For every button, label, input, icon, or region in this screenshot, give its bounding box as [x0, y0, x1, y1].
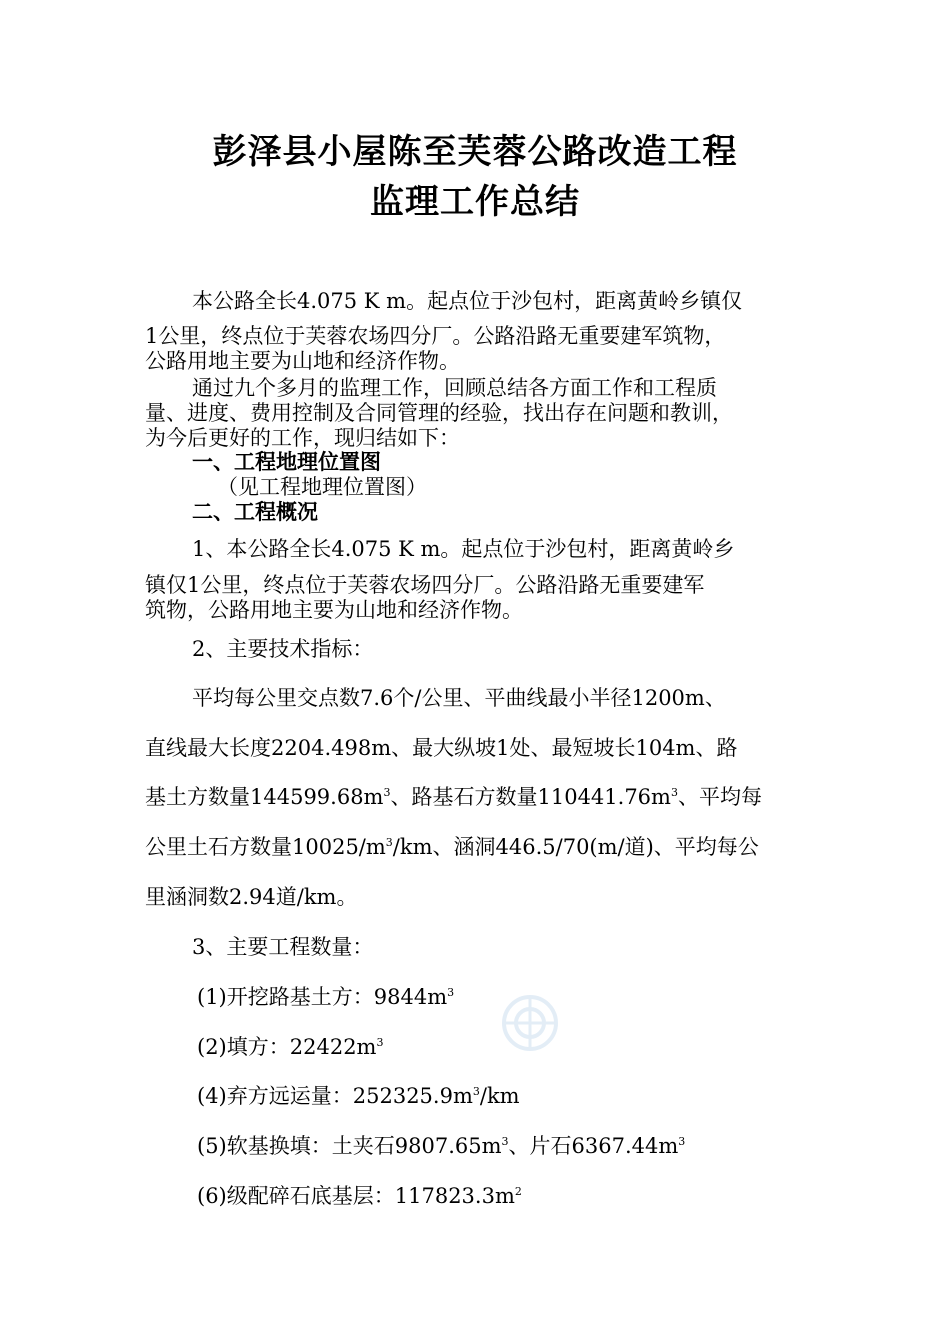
tech-line-4 [145, 834, 759, 860]
overview-line-2: 镇仅1公里，终点位于芙蓉农场四分厂。公路沿路无重要建军 [145, 573, 705, 597]
superscript-3: 3 [447, 986, 455, 999]
document-title-line-1: 彭泽县小屋陈至芙蓉公路改造工程 [212, 132, 738, 172]
intro-line-6: 为今后更好的工作，现归结如下： [145, 426, 460, 450]
quantity-item-6 [197, 1183, 522, 1209]
quantity-item-1-text: (1)开挖路基土方：9844m [197, 985, 448, 1009]
tech-line-5: 里涵洞数2.94道/km。 [145, 885, 358, 909]
superscript-3: 3 [472, 1085, 480, 1098]
section-2-heading: 二、工程概况 [192, 499, 318, 524]
quantity-item-2-text: (2)填方：22422m [197, 1035, 377, 1059]
tech-indicators-heading: 2、主要技术指标： [192, 637, 374, 661]
tech-line-3-part-a: 基土方数量144599.68m [145, 785, 384, 809]
superscript-3: 3 [501, 1135, 509, 1148]
tech-line-1: 平均每公里交点数7.6个/公里、平曲线最小半径1200m、 [192, 686, 726, 710]
tech-line-3-part-c: 、平均每 [677, 785, 762, 809]
intro-line-3: 公路用地主要为山地和经济作物。 [145, 349, 460, 373]
superscript-2: 2 [514, 1185, 522, 1198]
intro-line-1: 本公路全长4.075 K m。起点位于沙包村，距离黄岭乡镇仅 [192, 289, 743, 313]
quantities-heading: 3、主要工程数量： [192, 935, 374, 959]
quantity-item-4 [197, 1083, 520, 1109]
superscript-3: 3 [376, 1036, 384, 1049]
superscript-3: 3 [670, 786, 678, 799]
tech-line-3 [145, 784, 762, 810]
intro-line-4: 通过九个多月的监理工作，回顾总结各方面工作和工程质 [192, 376, 717, 400]
watermark-emblem-icon [500, 993, 560, 1053]
document-title-line-2: 监理工作总结 [370, 182, 580, 222]
quantity-item-2 [197, 1034, 383, 1060]
intro-line-2: 1公里，终点位于芙蓉农场四分厂。公路沿路无重要建军筑物， [145, 324, 726, 348]
overview-line-1: 1、本公路全长4.075 K m。起点位于沙包村，距离黄岭乡 [192, 537, 735, 561]
overview-line-3: 筑物，公路用地主要为山地和经济作物。 [145, 598, 523, 622]
tech-line-4-part-b: /km、涵洞446.5/70(m/道)、平均每公 [392, 835, 759, 859]
quantity-item-4-text: (4)弃方远运量：252325.9m [197, 1084, 473, 1108]
intro-line-5: 量、进度、费用控制及合同管理的经验，找出存在问题和教训， [145, 401, 733, 425]
tech-line-4-part-a: 公里土石方数量10025/m [145, 835, 386, 859]
quantity-item-1 [197, 984, 454, 1010]
section-1-note: （见工程地理位置图） [217, 475, 427, 499]
tech-line-3-part-b: 、路基石方数量110441.76m [390, 785, 671, 809]
quantity-item-5 [197, 1133, 685, 1159]
quantity-item-4-unit: /km [479, 1084, 520, 1108]
quantity-item-5-text-b: 、片石6367.44m [508, 1134, 679, 1158]
superscript-3: 3 [383, 786, 391, 799]
quantity-item-5-text-a: (5)软基换填：土夹石9807.65m [197, 1134, 502, 1158]
superscript-3: 3 [385, 836, 393, 849]
section-1-heading: 一、工程地理位置图 [192, 449, 381, 474]
tech-line-2: 直线最大长度2204.498m、最大纵坡1处、最短坡长104m、路 [145, 736, 738, 760]
quantity-item-6-text: (6)级配碎石底基层：117823.3m [197, 1184, 515, 1208]
superscript-3: 3 [678, 1135, 686, 1148]
